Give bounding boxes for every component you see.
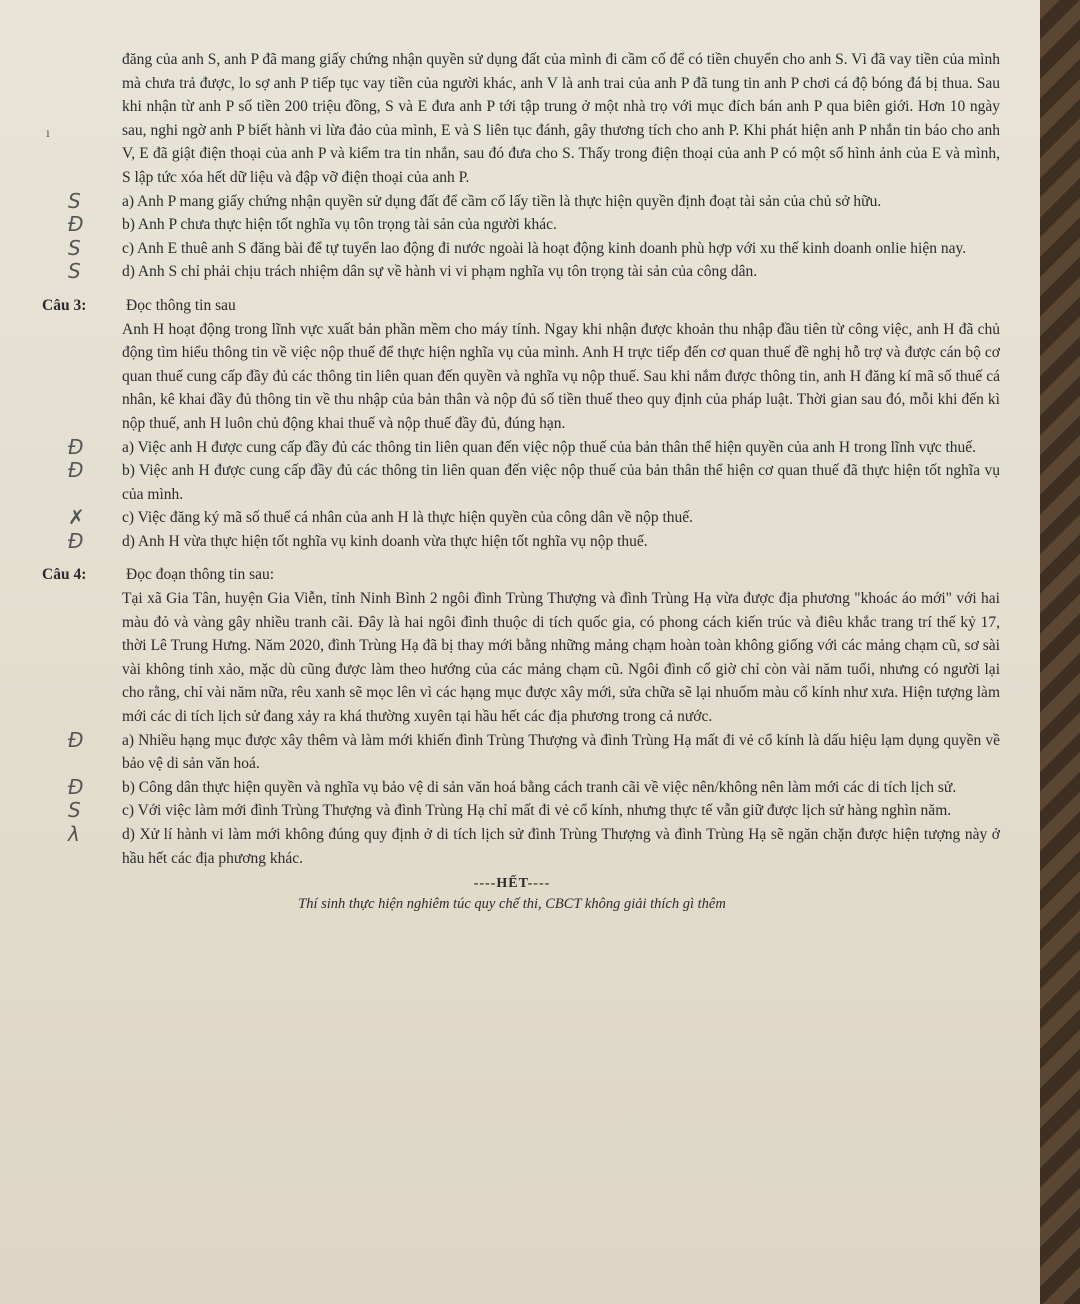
- handwritten-mark: Đ: [68, 212, 84, 237]
- background-fabric: [1040, 0, 1080, 1304]
- q4-option-a: Đ a) Nhiều hạng mục được xây thêm và làm mới khiến đình Trùng Thượng và đình Trùng Hạ mất đi vẻ cổ kính là dấu hiệu lạm dụng quyền về bảo vệ di sản văn hoá.: [68, 727, 1000, 773]
- q3-option-d: Đ d) Anh H vừa thực hiện tốt nghĩa vụ kinh doanh vừa thực hiện tốt nghĩa vụ nộp thuế.: [68, 528, 648, 553]
- footer-note: Thí sinh thực hiện nghiêm túc quy chế thi, CBCT không giải thích gì thêm: [298, 896, 726, 913]
- q3-heading: [24, 294, 1000, 318]
- q2-option-d: S d) Anh S chỉ phải chịu trách nhiệm dân sự về hành vi vi phạm nghĩa vụ tôn trọng tài sản của công dân.: [68, 259, 758, 284]
- handwritten-mark: Đ: [68, 528, 84, 553]
- handwritten-mark: Đ: [68, 434, 84, 459]
- q3-number: Câu 3:: [42, 296, 87, 314]
- q4-body: Tại xã Gia Tân, huyện Gia Viễn, tỉnh Ninh Bình 2 ngôi đình Trùng Thượng và đình Trùng Hạ vừa được địa phương "khoác áo mới" với hai màu đỏ và vàng gây nhiều tranh cãi. Đây là hai ngôi đình thuộc di tích quốc gia, có phong cách kiến trúc và điêu khắc trang trí thế kỷ 17, thời Lê Trung Hưng. Năm 2020, đình Trùng Hạ đã bị thay mới bằng những mảng chạm hoàn toàn không giống với các mảng chạm cũ, sơ sài vài không tinh xảo, mặc dù cũng được làm theo hướng của các mảng chạm cũ. Ngôi đình cổ giờ chỉ còn vài năm tuổi, nhưng có người lại cho rằng, chỉ vài năm nữa, rêu xanh sẽ mọc lên vì các hạng mục được xây mới, sửa chữa sẽ lại nhuốm màu cổ kính như xưa. Hiện tượng làm mới các di tích lịch sử đang xảy ra khá thường xuyên tại hầu hết các địa phương trong cả nước.: [122, 590, 1000, 726]
- handwritten-mark: ✗: [68, 505, 85, 530]
- intro-paragraph: đăng của anh S, anh P đã mang giấy chứng nhận quyền sử dụng đất của mình đi cầm cố để có tiền chuyển cho anh S. Vì đã vay tiền của mình mà chưa trả được, lo sợ anh P tiếp tục vay tiền của người khác, anh V là anh trai của anh P đã tung tin anh P chơi cá độ bóng đá bị thua. Sau khi nhận từ anh P số tiền 200 triệu đồng, S và E đưa anh P tới tập trung ở một nhà trọ với mục đích bán anh P qua biên giới. Hơn 10 ngày sau, nghi ngờ anh P biết hành vi lừa đảo của mình, E và S liên tục đánh, gây thương tích cho anh P. Khi phát hiện anh P nhắn tin báo cho anh V, E đã giật điện thoại của anh P và kiểm tra tin nhắn, sau đó đưa cho S. Thấy trong điện thoại của anh P có một số hình ảnh của E và mình, S lập tức xóa hết dữ liệu và đập vỡ điện thoại của anh P.: [122, 51, 1000, 186]
- handwritten-mark: Đ: [68, 458, 84, 483]
- q3-option-b: Đ b) Việc anh H được cung cấp đầy đủ các thông tin liên quan đến việc nộp thuế của bản thân thể hiện cơ quan thuế đã thực hiện tốt nghĩa vụ của mình.: [68, 458, 1000, 503]
- q2-option-c: S c) Anh E thuê anh S đăng bài để tự tuyển lao động đi nước ngoài là hoạt động kinh doanh phù hợp với xu thế kinh doanh onlie hiện nay.: [68, 235, 967, 260]
- q4-option-b: Đ b) Công dân thực hiện quyền và nghĩa vụ bảo vệ di sản văn hoá bằng cách tranh cãi về việc nên/không nên làm mới các di tích lịch sử.: [68, 774, 957, 799]
- handwritten-mark: S: [68, 235, 81, 260]
- handwritten-mark: Đ: [68, 727, 84, 752]
- handwritten-mark: Đ: [68, 774, 84, 799]
- q3-body: Anh H hoạt động trong lĩnh vực xuất bản phần mềm cho máy tính. Ngay khi nhận được khoản thu nhập đầu tiên từ công việc, anh H đã chủ động tìm hiểu thông tin về việc nộp thuế để thực hiện nghĩa vụ của mình. Anh H trực tiếp đến cơ quan thuế đề nghị hỗ trợ và được cán bộ cơ quan thuế cung cấp đầy đủ các thông tin liên quan đến quyền và nghĩa vụ nộp thuế. Sau khi nắm được thông tin, anh H đăng kí mã số thuế cá nhân, kê khai đầy đủ thông tin về thu nhập của bản thân và nộp đủ số tiền thuế theo quy định của pháp luật. Thời gian sau đó, mỗi khi đến kì nộp thuế, anh H luôn chủ động khai thuế và nộp thuế đầy đủ, đúng hạn.: [122, 320, 1000, 432]
- handwritten-mark: S: [68, 259, 81, 284]
- end-marker: ----HẾT----: [473, 876, 551, 892]
- handwritten-mark: S: [68, 798, 81, 823]
- handwritten-mark: λ: [68, 822, 80, 846]
- q4-heading: [24, 563, 1000, 587]
- q3-options: [24, 436, 1000, 554]
- q2-option-b: Đ b) Anh P chưa thực hiện tốt nghĩa vụ tôn trọng tài sản của người khác.: [68, 212, 557, 237]
- q3-option-a: Đ a) Việc anh H được cung cấp đầy đủ các thông tin liên quan đến việc nộp thuế của bản thân thể hiện quyền của anh H trong lĩnh vực thuế.: [68, 434, 977, 459]
- handwritten-mark: S: [68, 188, 81, 213]
- q3-option-c: ✗ c) Việc đăng ký mã số thuế cá nhân của anh H là thực hiện quyền của công dân về nộp thuế.: [68, 505, 694, 530]
- q4-title: Đọc đoạn thông tin sau:: [126, 566, 275, 584]
- q4-option-c: S c) Với việc làm mới đình Trùng Thượng và đình Trùng Hạ chỉ mất đi vẻ cổ kính, nhưng thực tế vẫn giữ được lịch sử hàng nghìn năm.: [68, 798, 952, 823]
- q4-option-d: λ d) Xử lí hành vi làm mới không đúng quy định ở di tích lịch sử đình Trùng Thượng và đình Trùng Hạ sẽ ngăn chặn được hiện tượng này ở hầu hết các địa phương khác.: [68, 822, 1000, 867]
- q4-options: [24, 729, 1000, 871]
- q3-title: Đọc thông tin sau: [126, 296, 236, 314]
- q2-option-a: S a) Anh P mang giấy chứng nhận quyền sử dụng đất để cầm cố lấy tiền là thực hiện quyền định đoạt tài sản của chủ sở hữu.: [68, 188, 882, 213]
- q2-options: [24, 190, 1000, 284]
- margin-tick: ı: [46, 126, 50, 141]
- q4-number: Câu 4:: [42, 566, 87, 584]
